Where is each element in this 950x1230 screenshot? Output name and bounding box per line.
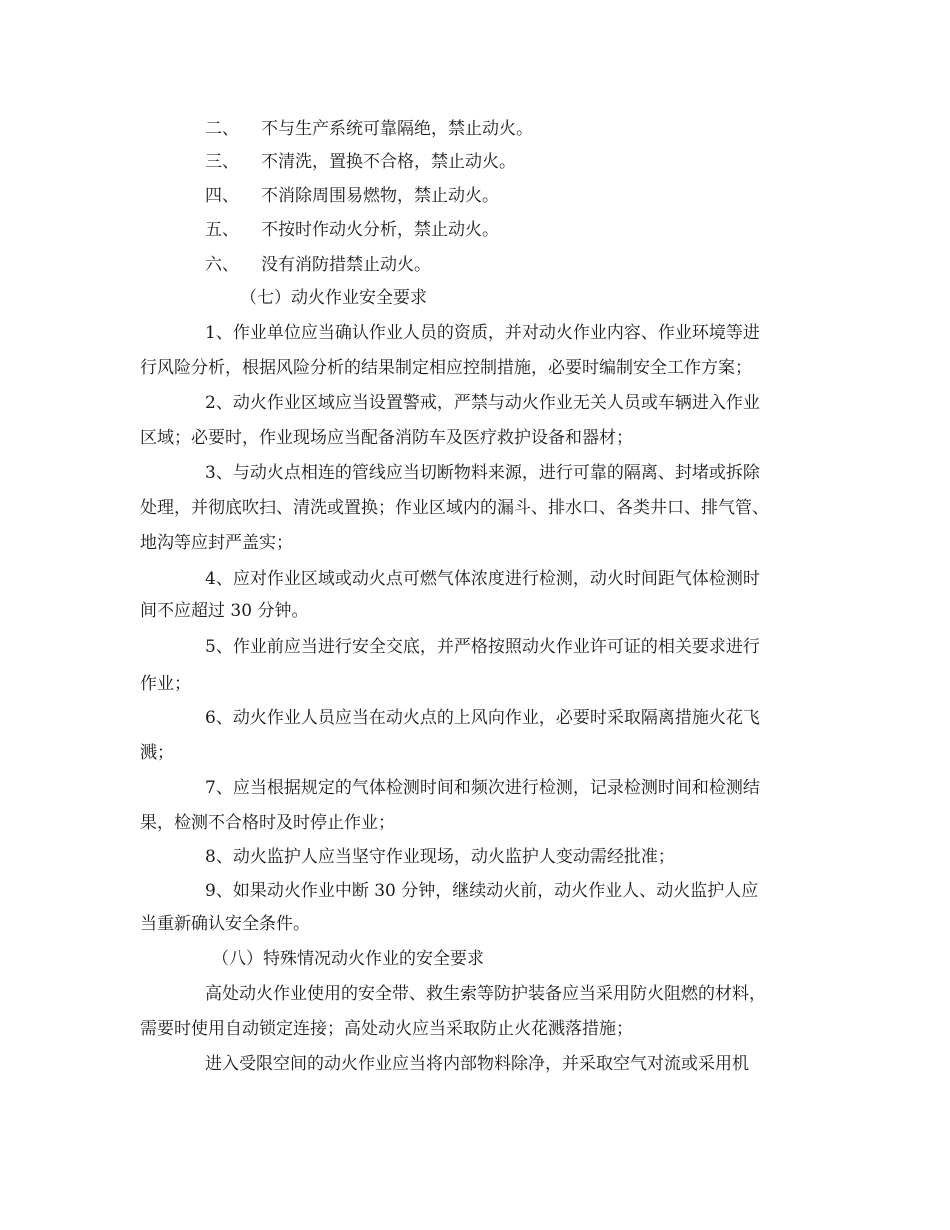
paragraph-line: 当重新确认安全条件。 [140,914,310,934]
list-item-text: 没有消防措禁止动火。 [261,255,431,275]
paragraph-line: 处理，并彻底吹扫、清洗或置换；作业区域内的漏斗、排水口、各类井口、排气管、 [140,498,769,518]
list-item-text: 不清洗，置换不合格，禁止动火。 [261,152,516,172]
paragraph-line: 区域；必要时，作业现场应当配备消防车及医疗救护设备和器材； [140,428,633,448]
list-item [205,185,499,207]
list-item [205,219,499,241]
paragraph-line: 4、应对作业区域或动火点可燃气体浓度进行检测，动火时间距气体检测时 [205,569,760,589]
list-item [205,118,533,140]
paragraph-line: 地沟等应封严盖实； [140,533,293,553]
paragraph-line: 1、作业单位应当确认作业人员的资质，并对动火作业内容、作业环境等进 [205,323,760,343]
list-item-text: 不与生产系统可靠隔绝，禁止动火。 [261,119,533,139]
list-item-number: 三、 [205,152,239,172]
list-item-number: 四、 [205,186,239,206]
paragraph-line: 6、动火作业人员应当在动火点的上风向作业，必要时采取隔离措施火花飞 [205,708,760,728]
paragraph-line: 溅； [140,743,174,763]
section-heading: （七）动火作业安全要求 [240,288,427,308]
list-item [205,254,431,276]
list-item-text: 不消除周围易燃物，禁止动火。 [261,186,499,206]
list-item-number: 六、 [205,255,239,275]
list-item [205,151,516,173]
paragraph-line: 作业； [140,674,191,694]
paragraph-line: 2、动火作业区域应当设置警戒，严禁与动火作业无关人员或车辆进入作业 [205,393,760,413]
list-item-number: 二、 [205,119,239,139]
paragraph-line: 5、作业前应当进行安全交底，并严格按照动火作业许可证的相关要求进行 [205,637,760,657]
paragraph-line: 7、应当根据规定的气体检测时间和频次进行检测，记录检测时间和检测结 [205,778,760,798]
paragraph-line: 行风险分析，根据风险分析的结果制定相应控制措施，必要时编制安全工作方案； [140,358,752,378]
paragraph-line: 8、动火监护人应当坚守作业现场，动火监护人变动需经批准； [205,847,675,867]
paragraph-line: 高处动火作业使用的安全带、救生索等防护装备应当采用防火阻燃的材料， [205,984,766,1004]
paragraph-line: 果，检测不合格时及时停止作业； [140,813,395,833]
list-item-text: 不按时作动火分析，禁止动火。 [261,220,499,240]
paragraph-line: 间不应超过 30 分钟。 [140,601,309,621]
paragraph-line: 进入受限空间的动火作业应当将内部物料除净，并采取空气对流或采用机 [205,1054,749,1074]
paragraph-line: 9、如果动火作业中断 30 分钟，继续动火前，动火作业人、动火监护人应 [205,881,759,901]
paragraph-line: 3、与动火点相连的管线应当切断物料来源，进行可靠的隔离、封堵或拆除 [205,463,760,483]
section-heading: （八）特殊情况动火作业的安全要求 [212,949,484,969]
list-item-number: 五、 [205,220,239,240]
paragraph-line: 需要时使用自动锁定连接；高处动火应当采取防止火花溅落措施； [140,1019,633,1039]
